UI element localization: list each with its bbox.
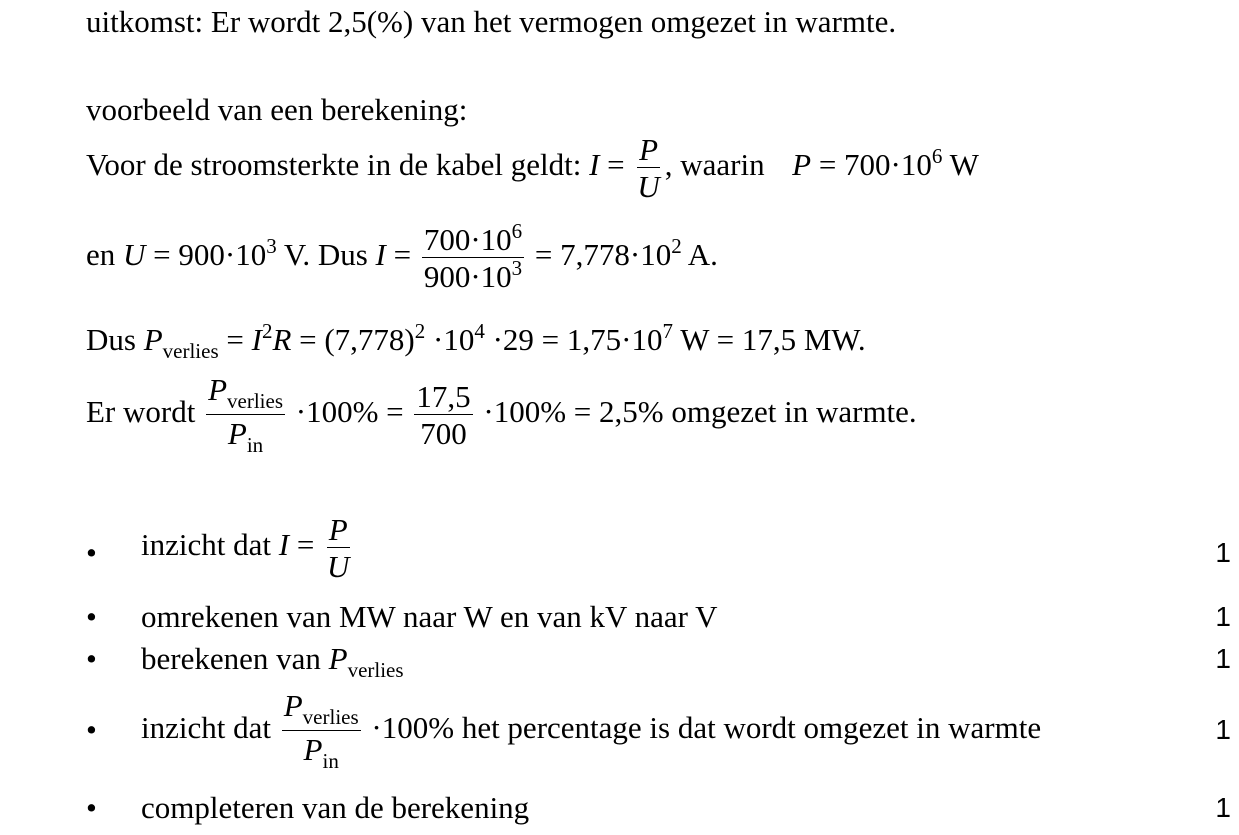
score: 1 — [1215, 537, 1231, 568]
outcome-value: 2,5(%) — [327, 4, 414, 39]
fraction-p-over-u: $\frac{P}{U}$ — [637, 132, 660, 204]
fraction-power-ratio: $\frac{P_{verlies}}{P_{in}}$ — [283, 688, 359, 773]
bullet-icon: • — [86, 790, 97, 825]
calc-line-3: Dus $P_{verlies} = I^2R = (7,778)^2 \cdot 10^4 \cdot 29 = 1,75\cdot 10^7$ W = 17,5 MW. — [86, 318, 866, 363]
bullet-icon: • — [86, 535, 97, 570]
fraction-power-ratio: $\frac{P_{verlies}}{P_{in}}$ — [208, 372, 284, 457]
calc-line-4: Er wordt $\frac{P_{verlies}}{P_{in}}$ ·100% = $\frac{17,5}{700}$ ·100% = 2,5% omgezet in warmte. — [86, 372, 917, 457]
bullet-icon: • — [86, 712, 97, 747]
score: 1 — [1215, 601, 1231, 632]
score: 1 — [1215, 792, 1231, 823]
bullet-icon: • — [86, 641, 97, 676]
outcome-line: uitkomst: Er wordt 2,5(%) van het vermogen omgezet in warmte. — [86, 4, 897, 39]
fraction-p-over-u: $\frac{P}{U}$ — [327, 512, 350, 584]
calc-line-2: en $U = 900\cdot 10^3$ V. Dus I = $\frac{700\cdot 10^6}{900\cdot 10^3}$ = $7,778\cdot 10^2$ A. — [86, 218, 718, 294]
outcome-label: uitkomst: — [86, 4, 204, 39]
calc-line-1: Voor de stroomsterkte in de kabel geldt: I = $\frac{P}{U}$ , waarin $P = 700\cdot 10^6$ W — [86, 132, 979, 204]
bullet-icon: • — [86, 599, 97, 634]
fraction-current: $\frac{700\cdot 10^6}{900\cdot 10^3}$ — [423, 218, 523, 294]
score: 1 — [1215, 643, 1231, 674]
score: 1 — [1215, 714, 1231, 745]
fraction-numeric: $\frac{17,5}{700}$ — [416, 379, 471, 451]
example-heading: voorbeeld van een berekening: — [86, 92, 468, 127]
